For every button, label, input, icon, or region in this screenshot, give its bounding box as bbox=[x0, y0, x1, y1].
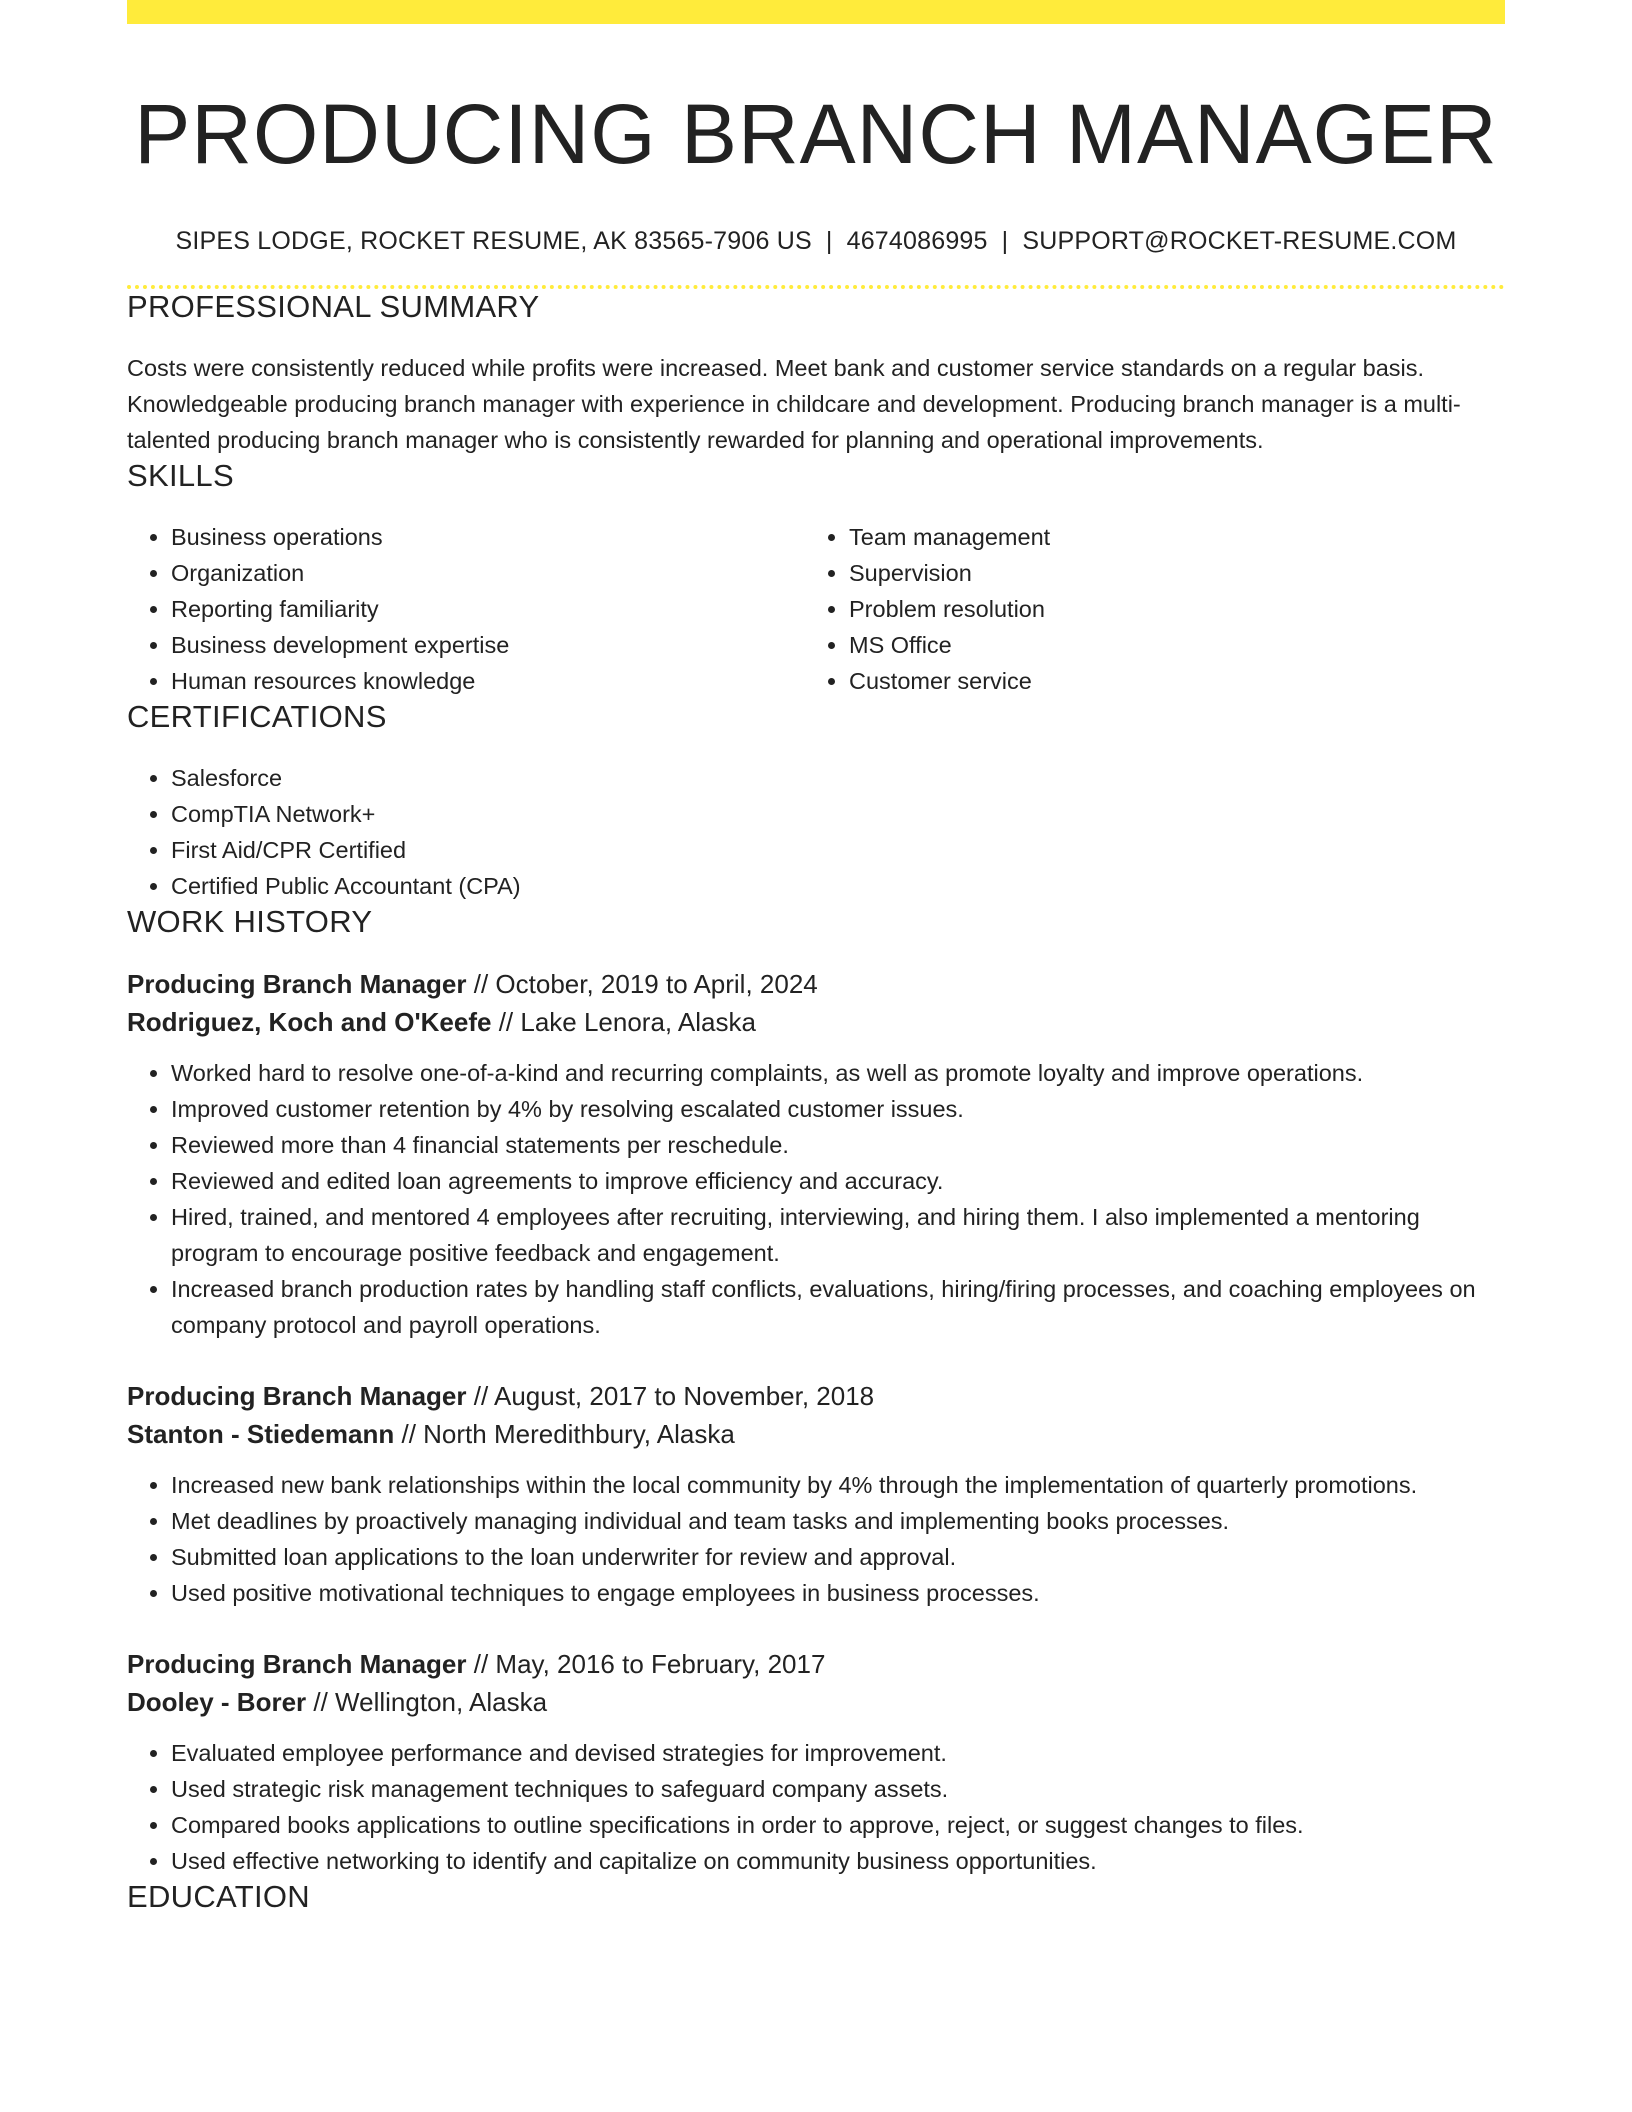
job-bullet: • Hired, trained, and mentored 4 employees after recruiting, interviewing, and hiring them. I also implemented a mentoring program to encourage positive feedback and engagement. bbox=[171, 1199, 1505, 1271]
contact-address: SIPES LODGE, ROCKET RESUME, AK 83565-7906 US bbox=[175, 226, 812, 255]
contact-separator: | bbox=[825, 226, 833, 255]
job-bullet: • Submitted loan applications to the loan underwriter for review and approval. bbox=[171, 1539, 1505, 1575]
summary-text: Costs were consistently reduced while profits were increased. Meet bank and customer service standards on a regular basis. Knowledgeable producing branch manager with experience in childcare and development. Producing branch manager is a multi-talented producing branch manager who is consistently rewarded for planning and operational improvements. bbox=[127, 354, 1461, 453]
resume-page bbox=[127, 0, 1505, 1915]
skill-item: • Business operations bbox=[171, 519, 805, 555]
job-dates: // August, 2017 to November, 2018 bbox=[473, 1380, 875, 1411]
job-bullet: • Increased branch production rates by handling staff conflicts, evaluations, hiring/firing processes, and coaching employees on company protocol and payroll operations. bbox=[171, 1271, 1505, 1343]
job-company-line bbox=[127, 1683, 1505, 1721]
job-bullet: • Worked hard to resolve one-of-a-kind and recurring complaints, as well as promote loyalty and improve operations. bbox=[171, 1055, 1505, 1091]
skill-item: • Organization bbox=[171, 555, 805, 591]
skill-item: • MS Office bbox=[849, 627, 1483, 663]
job-bullets bbox=[127, 1735, 1505, 1879]
job-bullet: • Met deadlines by proactively managing individual and team tasks and implementing books processes. bbox=[171, 1503, 1505, 1539]
job-location: // North Meredithbury, Alaska bbox=[401, 1418, 735, 1449]
job-bullets bbox=[127, 1467, 1505, 1611]
certification-item: • CompTIA Network+ bbox=[171, 796, 1505, 832]
job-bullet: • Increased new bank relationships within the local community by 4% through the implementation of quarterly promotions. bbox=[171, 1467, 1505, 1503]
job-bullet: • Used positive motivational techniques to engage employees in business processes. bbox=[171, 1575, 1505, 1611]
job-role: Producing Branch Manager bbox=[127, 1648, 467, 1679]
work-history-heading: WORK HISTORY bbox=[127, 903, 373, 939]
job-dates: // May, 2016 to February, 2017 bbox=[473, 1648, 826, 1679]
job-bullet: • Used strategic risk management techniques to safeguard company assets. bbox=[171, 1771, 1505, 1807]
job-entry bbox=[127, 965, 1505, 1343]
skills-grid bbox=[127, 519, 1505, 699]
job-role: Producing Branch Manager bbox=[127, 968, 467, 999]
job-role: Producing Branch Manager bbox=[127, 1380, 467, 1411]
job-bullet: • Compared books applications to outline specifications in order to approve, reject, or suggest changes to files. bbox=[171, 1807, 1505, 1843]
certifications-list bbox=[127, 760, 1505, 904]
contact-phone: 4674086995 bbox=[846, 226, 988, 255]
skill-item: • Reporting familiarity bbox=[171, 591, 805, 627]
skills-heading: SKILLS bbox=[127, 457, 234, 493]
job-company: Dooley - Borer bbox=[127, 1686, 307, 1717]
skills-column-left bbox=[127, 519, 805, 699]
job-company: Stanton - Stiedemann bbox=[127, 1418, 395, 1449]
skill-item: • Team management bbox=[849, 519, 1483, 555]
job-bullet: • Reviewed and edited loan agreements to improve efficiency and accuracy. bbox=[171, 1163, 1505, 1199]
skill-item: • Supervision bbox=[849, 555, 1483, 591]
job-bullet: • Improved customer retention by 4% by resolving escalated customer issues. bbox=[171, 1091, 1505, 1127]
skill-item: • Business development expertise bbox=[171, 627, 805, 663]
summary-heading: PROFESSIONAL SUMMARY bbox=[127, 288, 540, 324]
accent-top-bar bbox=[127, 0, 1505, 24]
job-entry bbox=[127, 1645, 1505, 1879]
contact-separator: | bbox=[1001, 226, 1009, 255]
resume-title: PRODUCING BRANCH MANAGER bbox=[134, 87, 1498, 181]
certification-item: • First Aid/CPR Certified bbox=[171, 832, 1505, 868]
job-bullets bbox=[127, 1055, 1505, 1343]
job-entry bbox=[127, 1377, 1505, 1611]
job-bullet: • Reviewed more than 4 financial statements per reschedule. bbox=[171, 1127, 1505, 1163]
job-role-line bbox=[127, 965, 1505, 1003]
education-heading: EDUCATION bbox=[127, 1878, 310, 1914]
certifications-heading: CERTIFICATIONS bbox=[127, 698, 387, 734]
certification-item: • Salesforce bbox=[171, 760, 1505, 796]
skill-item: • Problem resolution bbox=[849, 591, 1483, 627]
job-role-line bbox=[127, 1645, 1505, 1683]
job-location: // Lake Lenora, Alaska bbox=[498, 1006, 756, 1037]
job-company-line bbox=[127, 1415, 1505, 1453]
contact-email: SUPPORT@ROCKET-RESUME.COM bbox=[1022, 226, 1457, 255]
job-dates: // October, 2019 to April, 2024 bbox=[473, 968, 818, 999]
skills-list-right bbox=[805, 519, 1483, 699]
job-company-line bbox=[127, 1003, 1505, 1041]
job-bullet: • Used effective networking to identify and capitalize on community business opportunities. bbox=[171, 1843, 1505, 1879]
job-bullet: • Evaluated employee performance and devised strategies for improvement. bbox=[171, 1735, 1505, 1771]
job-role-line bbox=[127, 1377, 1505, 1415]
skill-item: • Customer service bbox=[849, 663, 1483, 699]
skills-list-left bbox=[127, 519, 805, 699]
job-location: // Wellington, Alaska bbox=[313, 1686, 548, 1717]
job-company: Rodriguez, Koch and O'Keefe bbox=[127, 1006, 492, 1037]
contact-line bbox=[127, 227, 1505, 256]
certification-item: • Certified Public Accountant (CPA) bbox=[171, 868, 1505, 904]
skill-item: • Human resources knowledge bbox=[171, 663, 805, 699]
skills-column-right bbox=[805, 519, 1483, 699]
